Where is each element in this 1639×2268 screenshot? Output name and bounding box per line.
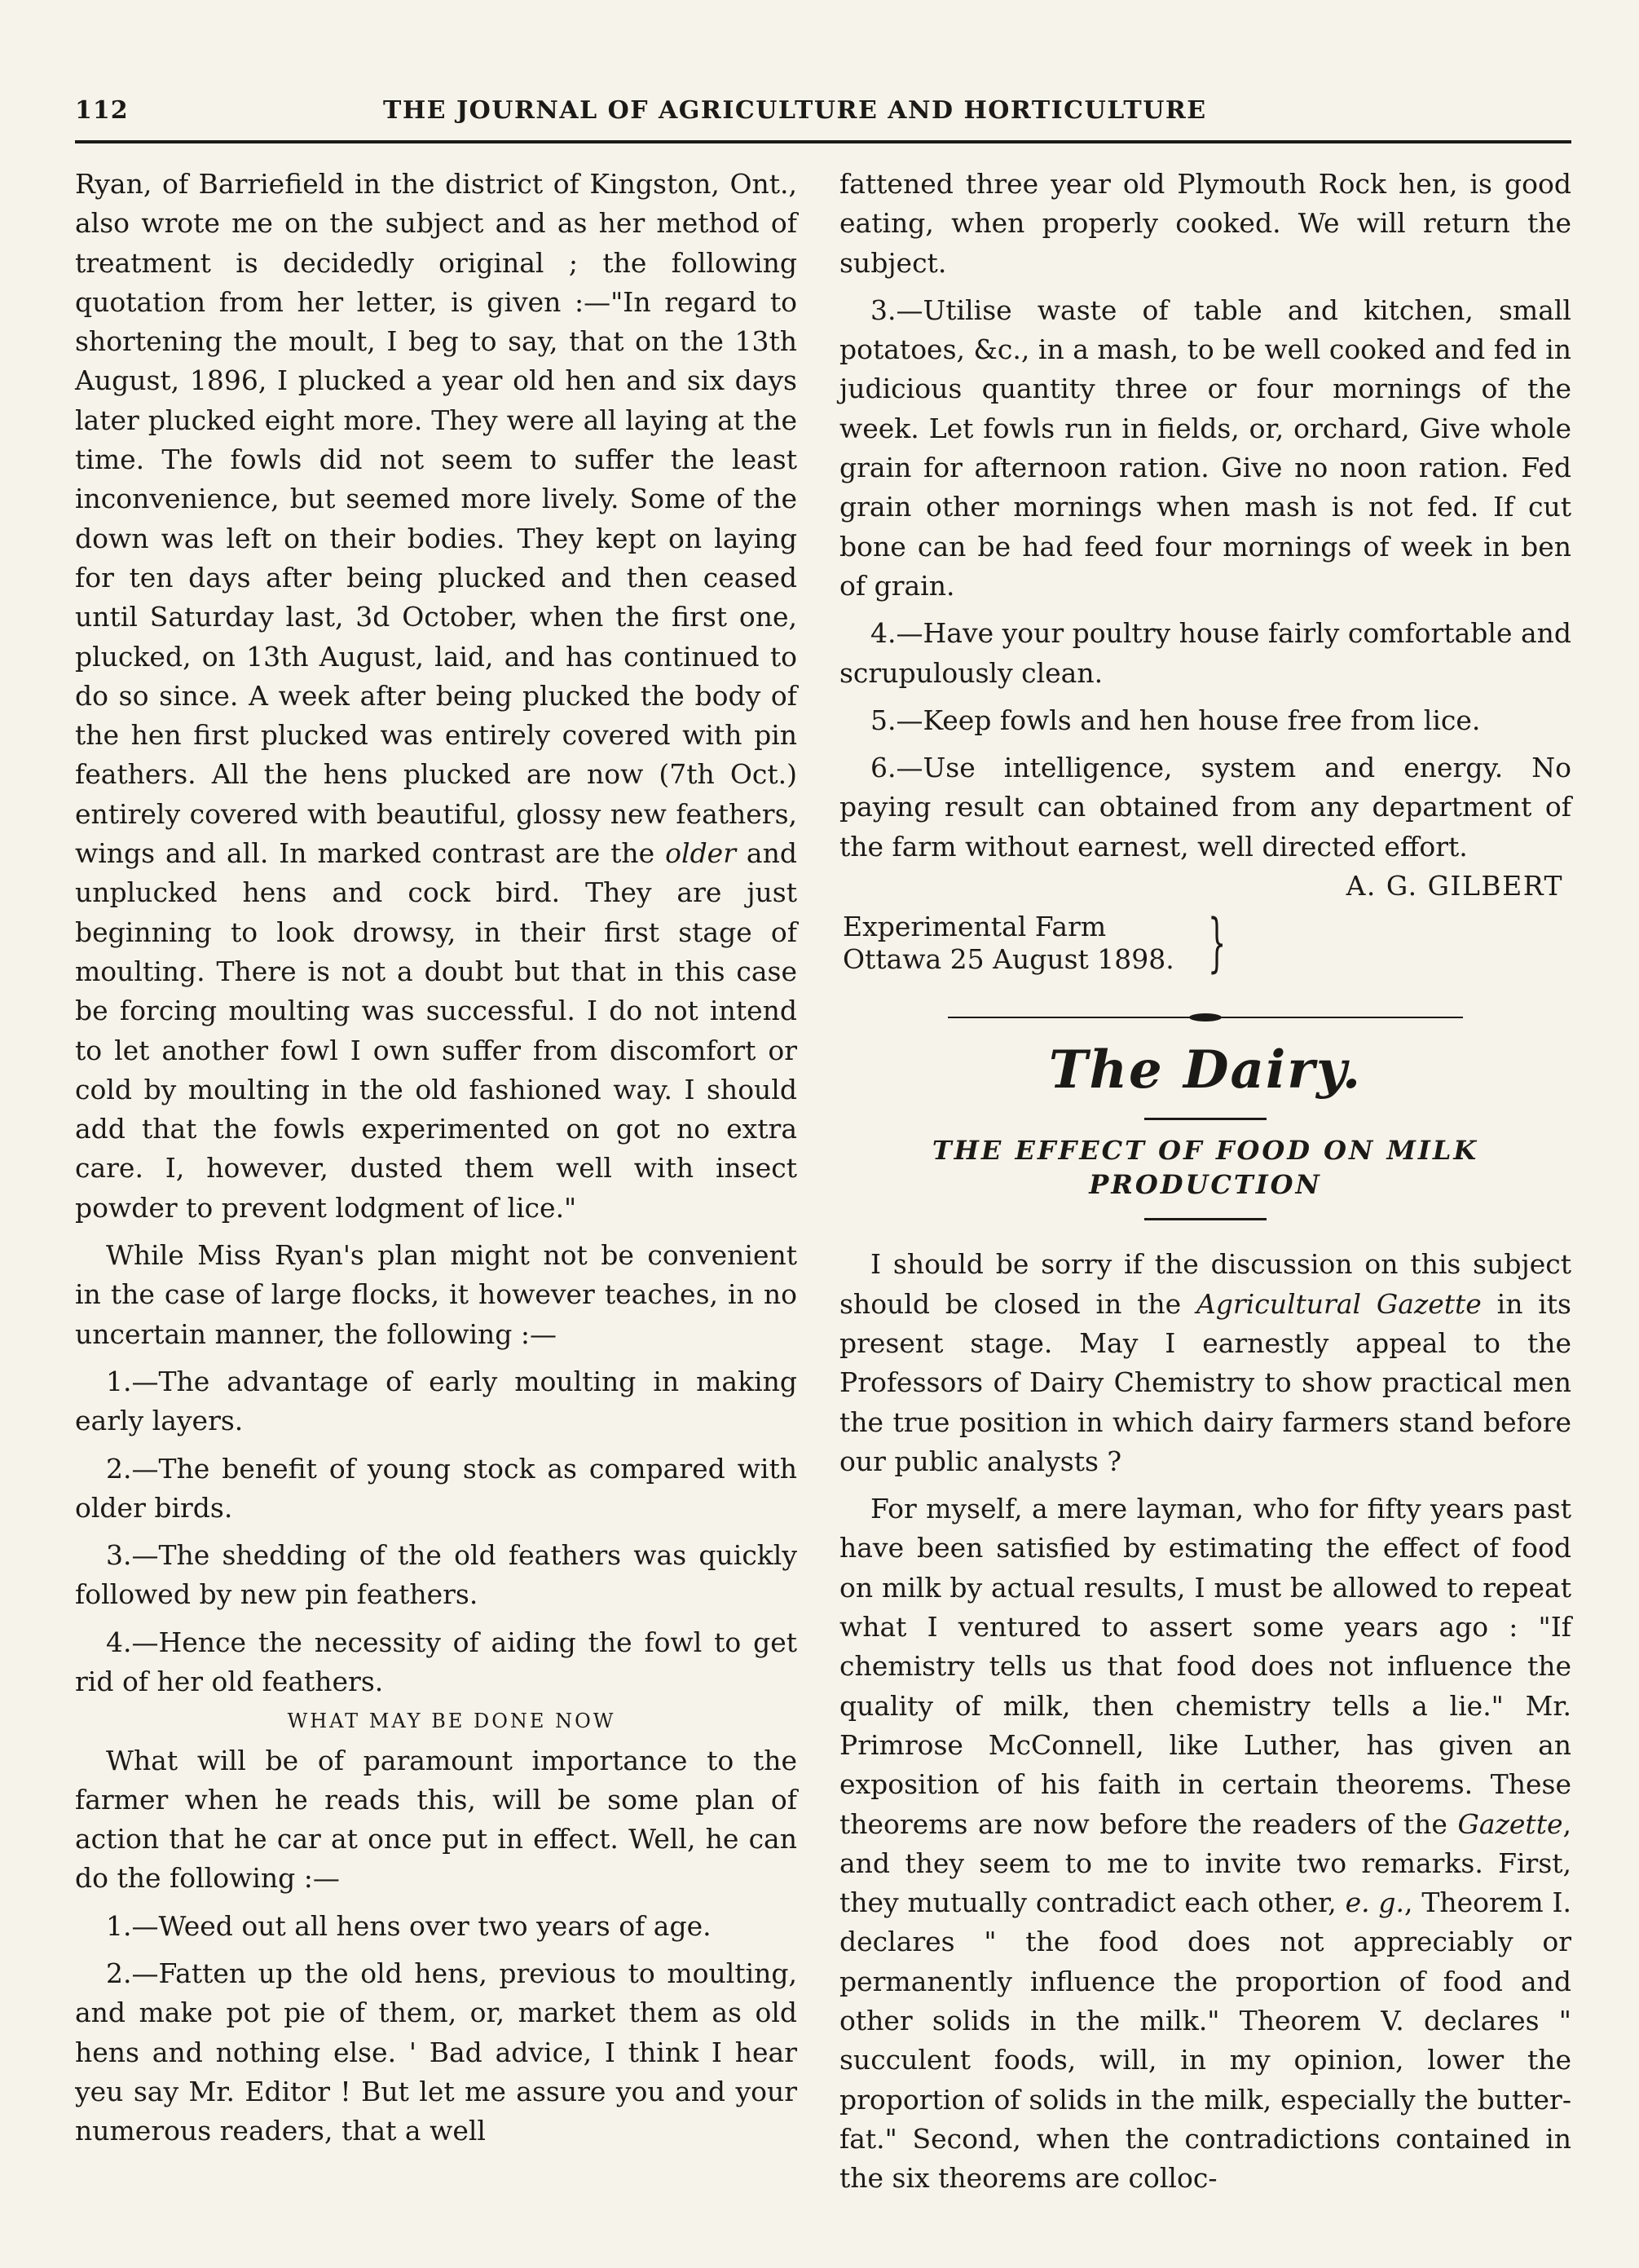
list-item: 3.—The shedding of the old feathers was quickly followed by new pin feathers. (75, 1539, 797, 1611)
list-item: 1.—The advantage of early moulting in making early layers. (75, 1365, 797, 1437)
dateline (839, 907, 1571, 981)
list-item: 2.—The benefit of young stock as compared with older birds. (75, 1452, 797, 1524)
list-item: 4.—Hence the necessity of aiding the fowl to get rid of her old feathers. (75, 1626, 797, 1697)
dateline-place: Experimental Farm (843, 911, 1107, 943)
paragraph-plan: What will be of paramount importance to the farmer when he reads this, will be some plan of action that he car at once put in effect. Well, he can do the following :— (75, 1744, 797, 1895)
section-rule (1144, 1118, 1267, 1120)
signature: A. G. GILBERT (1346, 870, 1563, 902)
paragraph-ryan-letter: Ryan, of Barriefield in the district of Kingston, Ont., also wrote me on the subject and as her method of treatment is decidedly original ; the following quotation from her letter, is given :—"In regard to shortening the moult, I beg to say, that on the 13th August, 1896, I plucked a year old hen and six days later plucked eight more. They were all laying at the time. The fowls did not seem to suffer the least inconvenience, but seemed more lively. Some of the down was left on their bodies. They kept on laying for ten days after being plucked and then ceased until Saturday last, 3d October, when the first one, plucked, on 13th August, laid, and has continued to do so since. A week after being plucked the body of the hen first plucked was entirely covered with pin feathers. All the hens plucked are now (7th Oct.) entirely covered with beautiful, glossy new feathers, wings and all. In marked contrast are the older and unplucked hens and cock bird. They are just beginning to look drowsy, in their first stage of moulting. There is not a doubt but that in this case be forcing moulting was successful. I do not intend to let another fowl I own suffer from discomfort or cold by moulting in the old fashioned way. I should add that the fowls experimented on got no extra care. I, however, dusted them well with insect powder to prevent lodgment of lice." (75, 168, 797, 1224)
article-paragraph-1: I should be sorry if the discussion on this subject should be closed in the Agricultural Gazette in its present stage. May I earnestly appeal to the Professors of Dairy Chemistry to show practical men the true position in which dairy farmers stand before our public analysts ? (839, 1248, 1571, 1477)
list-item: 3.—Utilise waste of table and kitchen, small potatoes, &c., in a mash, to be well cooked and fed in judicious quantity three or four mornings of the week. Let fowls run in fields, or, orchard, Give whole grain for afternoon ration. Give no noon ration. Fed grain other mornings when mash is not fed. If cut bone can be had feed four mornings of week in ben of grain. (839, 293, 1571, 602)
ornament-knot (1189, 1013, 1222, 1021)
section-title: The Dairy. (1048, 1039, 1363, 1101)
list-item: 5.—Keep fowls and hen house free from lice. (870, 704, 1481, 736)
paragraph-conclusions: While Miss Ryan's plan might not be convenient in the case of large flocks, it however teaches, in no uncertain manner, the following :— (75, 1239, 797, 1350)
subheading-what-may-be-done: WHAT MAY BE DONE NOW (287, 1710, 616, 1733)
list-item: 6.—Use intelligence, system and energy. No paying result can obtained from any department of the farm without earnest, well directed effort. (839, 752, 1571, 863)
article-title-line-1: THE EFFECT OF FOOD ON MILK (932, 1135, 1479, 1167)
paragraph-continued: fattened three year old Plymouth Rock hen, is good eating, when properly cooked. We will return the subject. (839, 168, 1571, 279)
article-title-line-2: PRODUCTION (1089, 1169, 1322, 1201)
ornament-bar (1218, 1017, 1463, 1018)
article-rule (1144, 1218, 1267, 1220)
header-rule (75, 140, 1571, 143)
ornament-bar (948, 1017, 1192, 1018)
list-item: 1.—Weed out all hens over two years of age. (106, 1909, 712, 1942)
left-column (75, 165, 797, 2151)
dateline-date: Ottawa 25 August 1898. (843, 943, 1174, 976)
article-paragraph-2: For myself, a mere layman, who for fifty years past have been satisfied by estimating the effect of food on milk by actual results, I must be allowed to repeat what I ventured to assert some years ago : "If chemistry tells us that food does not influence the quality of milk, then chemistry tells a lie." Mr. Primrose McConnell, like Luther, has given an exposition of his faith in certain theorems. These theorems are now before the readers of the Gazette, and they seem to me to invite two remarks. First, they mutually contradict each other, e. g., Theorem I. declares " the food does not appreciably or permanently influence the proportion of food and other solids in the milk." Theorem V. declares " succulent foods, will, in my opinion, lower the proportion of solids in the milk, especially the butter-fat." Second, when the contradictions contained in the six theorems are colloc- (839, 1493, 1571, 2195)
ornament-divider (839, 1013, 1571, 1021)
list-item: 4.—Have your poultry house fairly comfortable and scrupulously clean. (839, 617, 1572, 689)
right-column (839, 165, 1571, 2198)
brace-icon: } (1208, 907, 1227, 981)
article-title (839, 1133, 1571, 1202)
page-number: 112 (75, 96, 129, 125)
list-item: 2.—Fatten up the old hens, previous to moulting, and make pot pie of them, or, market them as old hens and nothing else. ' Bad advice, I think I hear yeu say Mr. Editor ! But let me assure you and your numerous readers, that a well (75, 1957, 797, 2147)
running-head: THE JOURNAL OF AGRICULTURE AND HORTICULTURE (383, 96, 1207, 125)
